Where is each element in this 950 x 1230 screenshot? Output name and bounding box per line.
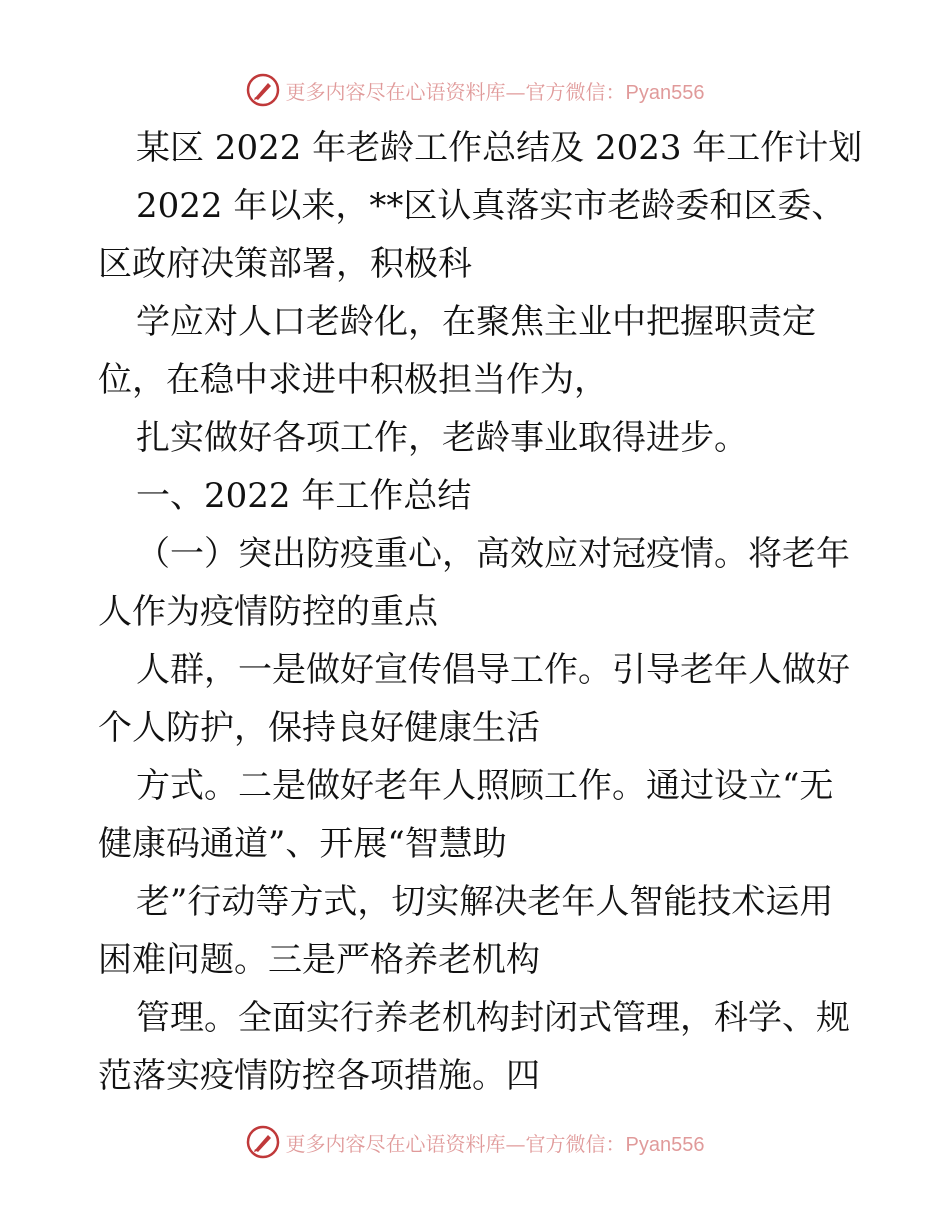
paragraph-line: 个人防护，保持良好健康生活: [98, 708, 540, 748]
paragraph-line: 2022 年以来，**区认真落实市老龄委和区委、: [136, 186, 846, 226]
section-heading: 一、2022 年工作总结: [136, 476, 472, 516]
pen-seal-icon: [246, 73, 280, 107]
wechat-id: Pyan556: [625, 1133, 705, 1156]
paragraph-line: 位，在稳中求进中积极担当作为，: [98, 360, 608, 400]
wechat-id: Pyan556: [625, 81, 705, 104]
paragraph-line: 人群，一是做好宣传倡导工作。引导老年人做好: [136, 650, 850, 690]
paragraph-line: 管理。全面实行养老机构封闭式管理，科学、规: [136, 998, 850, 1038]
watermark-text: 更多内容尽在心语资料库—官方微信：Pyan556: [285, 1131, 705, 1156]
paragraph-line: 区政府决策部署，积极科: [98, 244, 472, 284]
document-title: 某区 2022 年老龄工作总结及 2023 年工作计划: [136, 128, 863, 168]
paragraph-line: 方式。二是做好老年人照顾工作。通过设立“无: [136, 766, 834, 806]
paragraph-line: 困难问题。三是严格养老机构: [98, 940, 540, 980]
paragraph-line: 范落实疫情防控各项措施。四: [98, 1056, 540, 1096]
subsection-heading: （一）突出防疫重心，高效应对冠疫情。将老年: [136, 534, 850, 574]
paragraph-line: 扎实做好各项工作，老龄事业取得进步。: [136, 418, 748, 458]
paragraph-line: 学应对人口老龄化，在聚焦主业中把握职责定: [136, 302, 816, 342]
paragraph-line: 健康码通道”、开展“智慧助: [98, 824, 507, 864]
watermark-banner-bottom: [0, 1124, 950, 1160]
paragraph-line: 人作为疫情防控的重点: [98, 592, 438, 632]
watermark-text: 更多内容尽在心语资料库—官方微信：Pyan556: [285, 79, 705, 104]
watermark-banner-top: [0, 72, 950, 108]
paragraph-line: 老”行动等方式，切实解决老年人智能技术运用: [136, 882, 834, 922]
pen-seal-icon: [246, 1125, 280, 1159]
